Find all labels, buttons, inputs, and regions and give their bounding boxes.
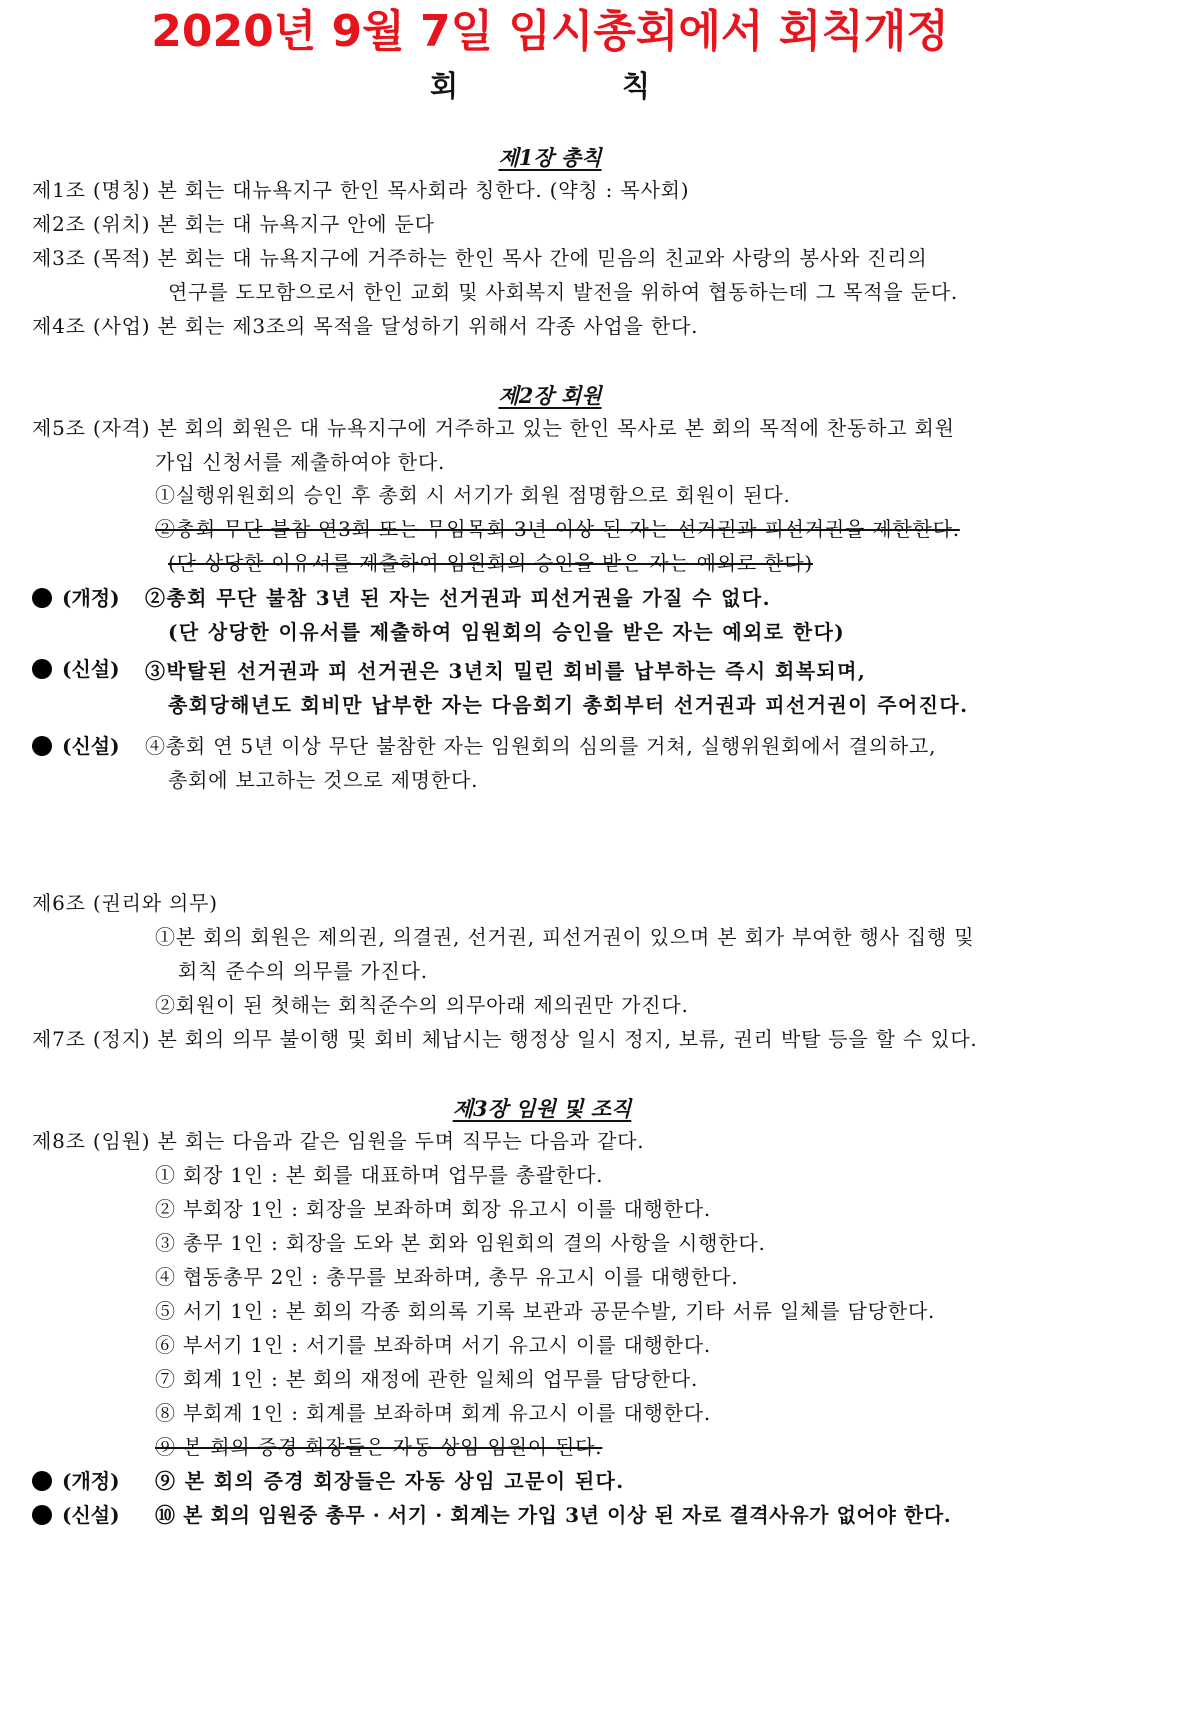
role-item: ③ 총무 1인 : 회장을 도와 본 회와 임원회의 결의 사항을 시행한다. <box>155 1231 766 1255</box>
role-10-new: ⑩ 본 회의 임원중 총무 · 서기 · 회계는 가입 3년 이상 된 자로 결격사유가 없어야 한다. <box>155 1503 952 1527</box>
article-5-item3-line1: ③박탈된 선거권과 피 선거권은 3년치 밀린 회비를 납부하는 즉시 회복되며, <box>145 659 867 683</box>
new-clause-marker-1 <box>32 655 120 683</box>
role-9-deleted: ⑨ 본 회의 증경 회장들은 자동 상임 임원이 된다. <box>155 1435 603 1459</box>
article-1: 제1조 (명칭) 본 회는 대뉴욕지구 한인 목사회라 칭한다. (약칭 : 목사회) <box>32 178 690 202</box>
article-5-line2: 가입 신청서를 제출하여야 한다. <box>155 450 446 474</box>
article-2: 제2조 (위치) 본 회는 대 뉴욕지구 안에 둔다 <box>32 212 435 236</box>
article-5-line1: 제5조 (자격) 본 회의 회원은 대 뉴욕지구에 거주하고 있는 한인 목사로 본 회의 목적에 찬동하고 회원 <box>32 416 955 440</box>
amendment-tag: (개정) <box>62 586 120 610</box>
article-7: 제7조 (정지) 본 회의 의무 불이행 및 회비 체납시는 행정상 일시 정지, 보류, 권리 박탈 등을 할 수 있다. <box>32 1027 978 1051</box>
article-5-item3-line2: 총회당해년도 회비만 납부한 자는 다음회기 총회부터 선거권과 피선거권이 주어진다. <box>168 693 969 717</box>
new-clause-tag: (신설) <box>62 657 120 681</box>
amendment-banner: 2020년 9월 7일 임시총회에서 회칙개정 <box>151 6 949 57</box>
role-item: ① 회장 1인 : 본 회를 대표하며 업무를 총괄한다. <box>155 1163 604 1187</box>
article-8: 제8조 (임원) 본 회는 다음과 같은 임원을 두며 직무는 다음과 같다. <box>32 1129 645 1153</box>
bullet-icon <box>32 736 52 756</box>
bullet-icon <box>32 659 52 679</box>
role-item: ⑤ 서기 1인 : 본 회의 각종 회의록 기록 보관과 공문수발, 기타 서류 일체를 담당한다. <box>155 1299 936 1323</box>
article-5-item2-note-deleted: (단 상당한 이유서를 제출하여 임원회의 승인을 받은 자는 예외로 한다) <box>168 551 813 575</box>
document-title <box>430 66 650 106</box>
bullet-icon <box>32 1471 52 1491</box>
amendment-marker-1 <box>32 584 120 612</box>
article-5-item2-deleted: ②총회 무단 불참 연3회 또는 무임목회 3년 이상 된 자는 선거권과 피선거권을 제한한다. <box>155 517 960 541</box>
role-item: ② 부회장 1인 : 회장을 보좌하며 회장 유고시 이를 대행한다. <box>155 1197 712 1221</box>
bullet-icon <box>32 1505 52 1525</box>
article-5-item4-line1: ④총회 연 5년 이상 무단 불참한 자는 임원회의 심의를 거쳐, 실행위원회에서 결의하고, <box>145 734 937 758</box>
article-6: 제6조 (권리와 의무) <box>32 891 218 915</box>
chapter3-title: 제3장 임원 및 조직 <box>452 1096 632 1121</box>
amendment-tag: (개정) <box>62 1469 120 1493</box>
chapter2-title: 제2장 회원 <box>498 383 602 408</box>
article-6-item2: ②회원이 된 첫해는 회칙준수의 의무아래 제의권만 가진다. <box>155 993 689 1017</box>
article-6-item1-line1: ①본 회의 회원은 제의권, 의결권, 선거권, 피선거권이 있으며 본 회가 부여한 행사 집행 및 <box>155 925 975 949</box>
new-clause-tag: (신설) <box>62 1503 120 1527</box>
role-item: ⑧ 부회계 1인 : 회계를 보좌하며 회계 유고시 이를 대행한다. <box>155 1401 712 1425</box>
amendment-marker-2 <box>32 1467 120 1495</box>
article-3-line2: 연구를 도모함으로서 한인 교회 및 사회복지 발전을 위하여 협동하는데 그 목적을 둔다. <box>168 280 959 304</box>
chapter1-title: 제1장 총칙 <box>498 145 602 170</box>
new-clause-tag: (신설) <box>62 734 120 758</box>
article-3-line1: 제3조 (목적) 본 회는 대 뉴욕지구에 거주하는 한인 목사 간에 믿음의 친교와 사랑의 봉사와 진리의 <box>32 246 928 270</box>
role-9-amended: ⑨ 본 회의 증경 회장들은 자동 상임 고문이 된다. <box>155 1469 625 1493</box>
document-title-right: 칙 <box>621 69 650 103</box>
document-title-left: 회 <box>430 69 459 103</box>
article-5-item2-amended: ②총회 무단 불참 3년 된 자는 선거권과 피선거권을 가질 수 없다. <box>145 586 771 610</box>
article-5-item1: ①실행위원회의 승인 후 총회 시 서기가 회원 점명함으로 회원이 된다. <box>155 483 791 507</box>
role-item: ⑦ 회계 1인 : 본 회의 재정에 관한 일체의 업무를 담당한다. <box>155 1367 699 1391</box>
role-item: ⑥ 부서기 1인 : 서기를 보좌하며 서기 유고시 이를 대행한다. <box>155 1333 712 1357</box>
new-clause-marker-2 <box>32 732 120 760</box>
new-clause-marker-3 <box>32 1501 120 1529</box>
bullet-icon <box>32 588 52 608</box>
article-5-item4-line2: 총회에 보고하는 것으로 제명한다. <box>168 768 479 792</box>
article-5-item2-amended-note: (단 상당한 이유서를 제출하여 임원회의 승인을 받은 자는 예외로 한다) <box>168 620 846 644</box>
article-4: 제4조 (사업) 본 회는 제3조의 목적을 달성하기 위해서 각종 사업을 한다. <box>32 314 699 338</box>
article-6-item1-line2: 회칙 준수의 의무를 가진다. <box>178 959 428 983</box>
role-item: ④ 협동총무 2인 : 총무를 보좌하며, 총무 유고시 이를 대행한다. <box>155 1265 739 1289</box>
